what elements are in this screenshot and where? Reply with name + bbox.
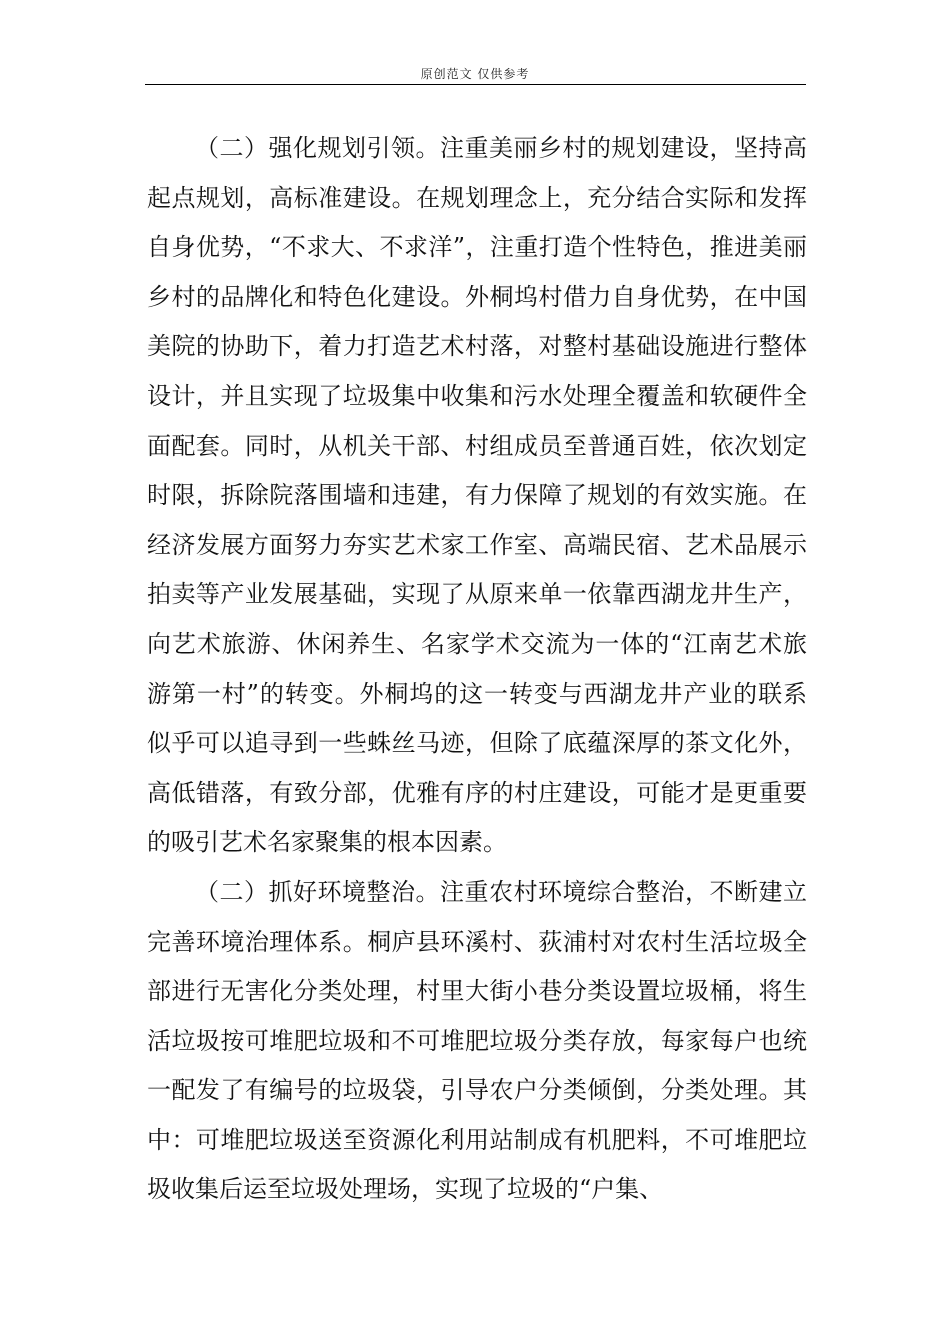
- document-body: [147, 124, 807, 1215]
- header-divider: [145, 84, 806, 85]
- paragraph-planning: （二）强化规划引领。注重美丽乡村的规划建设，坚持高起点规划，高标准建设。在规划理念上，充分结合实际和发挥自身优势，“不求大、不求洋”，注重打造个性特色，推进美丽乡村的品牌化和特色化建设。外桐坞村借力自身优势，在中国美院的协助下，着力打造艺术村落，对整村基础设施进行整体设计，并且实现了垃圾集中收集和污水处理全覆盖和软硬件全面配套。同时，从机关干部、村组成员至普通百姓，依次划定时限，拆除院落围墙和违建，有力保障了规划的有效实施。在经济发展方面努力夯实艺术家工作室、高端民宿、艺术品展示拍卖等产业发展基础，实现了从原来单一依靠西湖龙井生产，向艺术旅游、休闲养生、名家学术交流为一体的“江南艺术旅游第一村”的转变。外桐坞的这一转变与西湖龙井产业的联系似乎可以追寻到一些蛛丝马迹，但除了底蕴深厚的茶文化外，高低错落，有致分部，优雅有序的村庄建设，可能才是更重要的吸引艺术名家聚集的根本因素。: [147, 134, 807, 857]
- paragraph-environment: （二）抓好环境整治。注重农村环境综合整治，不断建立完善环境治理体系。桐庐县环溪村、荻浦村对农村生活垃圾全部进行无害化分类处理，村里大街小巷分类设置垃圾桶，将生活垃圾按可堆肥垃圾和不可堆肥垃圾分类存放，每家每户也统一配发了有编号的垃圾袋，引导农户分类倾倒，分类处理。其中：可堆肥垃圾送至资源化利用站制成有机肥料，不可堆肥垃圾收集后运至垃圾处理场，实现了垃圾的“户集、: [147, 877, 807, 1204]
- page-header: 原创范文 仅供参考: [420, 67, 530, 81]
